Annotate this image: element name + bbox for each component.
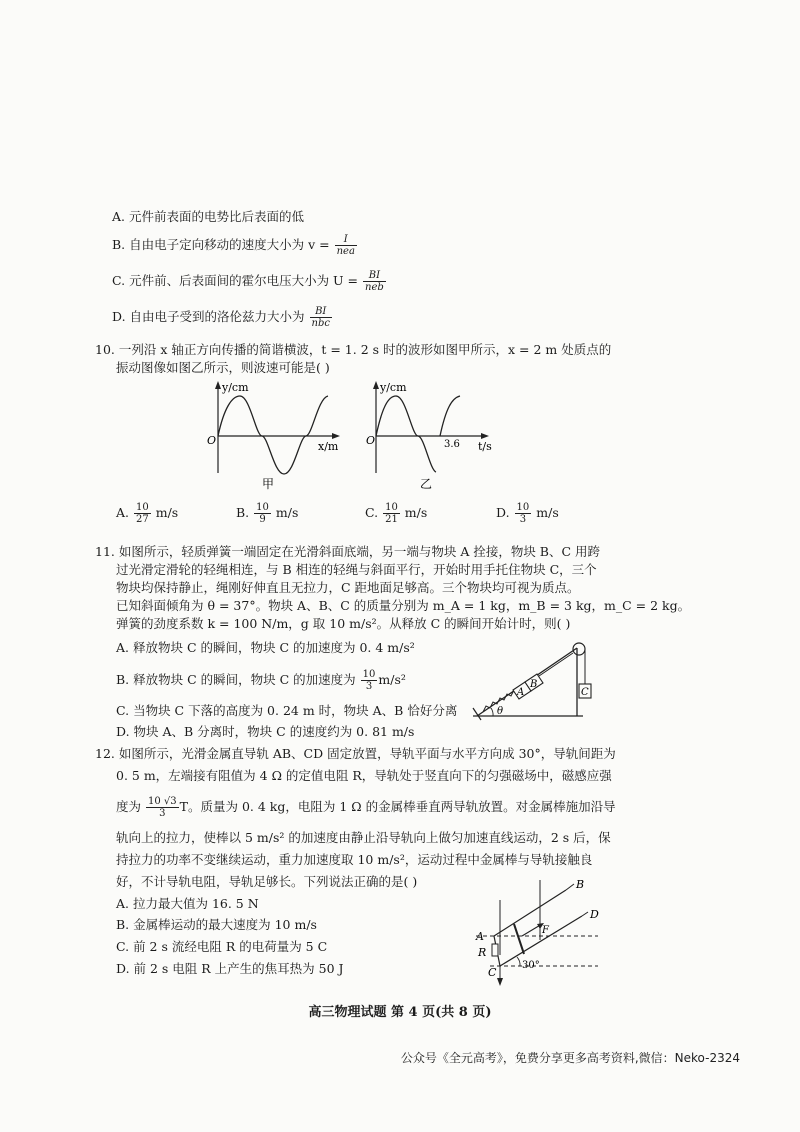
- rail-ab: [494, 890, 566, 936]
- label-c: C: [488, 966, 497, 979]
- q11-stem-line5: 弹簧的劲度系数 k = 100 N/m，g 取 10 m/s²。从释放 C 的瞬间开始计时，则( ): [116, 616, 571, 631]
- q9-option-b: B. 自由电子定向移动的速度大小为 v = $\frac{I}{\text{nea}}$: [112, 234, 355, 257]
- q11-figure-incline: [465, 640, 605, 724]
- wave-curve-yi: [376, 396, 460, 472]
- q11-stem-line2: 过光滑定滑轮的轻绳相连，与 B 相连的轻绳与斜面平行，开始时用手托住物块 C，三个: [116, 562, 597, 577]
- q11-stem-line3: 物块均保持静止，绳刚好伸直且无拉力，C 距地面足够高。三个物块均可视为质点。: [116, 580, 580, 595]
- q12-option-d: D. 前 2 s 电阻 R 上产生的焦耳热为 50 J: [116, 961, 344, 976]
- block-c: [579, 684, 591, 698]
- yi-ylabel: y/cm: [380, 381, 407, 394]
- label-angle: 30°: [522, 960, 540, 971]
- q9-option-c: C. 元件前、后表面间的霍尔电压大小为 U = $\frac{BI}{\text{neb}}$: [112, 270, 384, 293]
- q12-option-c: C. 前 2 s 流经电阻 R 的电荷量为 5 C: [116, 939, 328, 954]
- wave-curve-jia: [218, 396, 328, 474]
- yi-tick: 3.6: [444, 439, 460, 450]
- label-d: D: [590, 908, 599, 921]
- q12-stem-line4: 轨向上的拉力，使棒以 5 m/s² 的加速度由静止沿导轨向上做匀加速直线运动，2 s 后，保: [116, 830, 611, 845]
- yi-xlabel: t/s: [478, 440, 492, 453]
- q11-option-a: A. 释放物块 C 的瞬间，物块 C 的加速度为 0. 4 m/s²: [116, 640, 415, 655]
- q11-option-c: C. 当物块 C 下落的高度为 0. 24 m 时，物块 A、B 恰好分离: [116, 703, 458, 718]
- svg-text:B: B: [530, 679, 538, 690]
- svg-text:C: C: [581, 687, 589, 698]
- q12-figure-rails: [470, 870, 610, 990]
- q12-option-b: B. 金属棒运动的最大速度为 10 m/s: [116, 917, 317, 932]
- q10-option-c: C. $\frac{10}{21}$ m/s: [365, 502, 428, 525]
- label-r: R: [478, 946, 487, 959]
- svg-text:A: A: [517, 687, 525, 698]
- q12-stem-line5: 持拉力的功率不变继续运动，重力加速度取 10 m/s²，运动过程中金属棒与导轨接触良: [116, 852, 593, 867]
- jia-xlabel: x/m: [318, 440, 339, 453]
- q12-stem-line2: 0. 5 m，左端接有阻值为 4 Ω 的定值电阻 R，导轨处于竖直向下的匀强磁场中，磁感应强: [116, 768, 612, 783]
- q10-figure-yi: [362, 378, 512, 493]
- q10-option-a: A. $\frac{10}{27}$ m/s: [116, 502, 179, 525]
- resistor-r: [492, 944, 498, 956]
- q12-stem-line6: 好，不计导轨电阻，导轨足够长。下列说法正确的是( ): [116, 874, 418, 889]
- label-b-top: B: [576, 878, 585, 891]
- yi-origin: O: [366, 434, 376, 447]
- theta-label: θ: [497, 706, 504, 717]
- q10-figure-jia: [200, 378, 350, 493]
- q12-stem-line1: 12. 如图所示，光滑金属直导轨 AB、CD 固定放置，导轨平面与水平方向成 30°，导轨间距为: [95, 746, 616, 761]
- q9-option-a: A. 元件前表面的电势比后表面的低: [112, 209, 304, 224]
- q10-option-b: B. $\frac{10}{9}$ m/s: [236, 502, 299, 525]
- q12-option-a: A. 拉力最大值为 16. 5 N: [116, 896, 259, 911]
- watermark-text: 公众号《全元高考》，免费分享更多高考资料,微信：Neko-2324: [400, 1051, 740, 1065]
- label-a: A: [476, 930, 484, 943]
- q10-stem-line2: 振动图像如图乙所示，则波速可能是( ): [116, 360, 330, 375]
- q9-option-d: D. 自由电子受到的洛伦兹力大小为 $\frac{BI}{\text{nbc}}$: [112, 306, 330, 329]
- jia-origin: O: [207, 434, 217, 447]
- jia-ylabel: y/cm: [222, 381, 249, 394]
- q11-option-d: D. 物块 A、B 分离时，物块 C 的速度约为 0. 81 m/s: [116, 724, 415, 739]
- q10-stem-line1: 10. 一列沿 x 轴正方向传播的简谐横波，t = 1. 2 s 时的波形如图甲所示，x = 2 m 处质点的: [95, 342, 612, 357]
- label-f: F: [542, 925, 549, 936]
- q10-option-d: D. $\frac{10}{3}$ m/s: [496, 502, 559, 525]
- q12-stem-line3: 度为 $\frac{10 √3}{3}$ T。质量为 0. 4 kg，电阻为 1 Ω 的金属棒垂直两导轨放置。对金属棒施加沿导: [116, 796, 616, 819]
- jia-caption: 甲: [262, 477, 275, 491]
- page-footer: 高三物理试题 第 4 页(共 8 页): [308, 1005, 492, 1020]
- metal-rod: [514, 924, 524, 954]
- q11-stem-line1: 11. 如图所示，轻质弹簧一端固定在光滑斜面底端，另一端与物块 A 拴接，物块 B、C 用跨: [95, 544, 601, 559]
- q11-stem-line4: 已知斜面倾角为 θ = 37°。物块 A、B、C 的质量分别为 m_A = 1 kg，m_B = 3 kg，m_C = 2 kg。: [116, 598, 691, 613]
- q11-option-b: B. 释放物块 C 的瞬间，物块 C 的加速度为 $\frac{10}{3}$ m/s²: [116, 669, 406, 692]
- yi-caption: 乙: [420, 477, 433, 491]
